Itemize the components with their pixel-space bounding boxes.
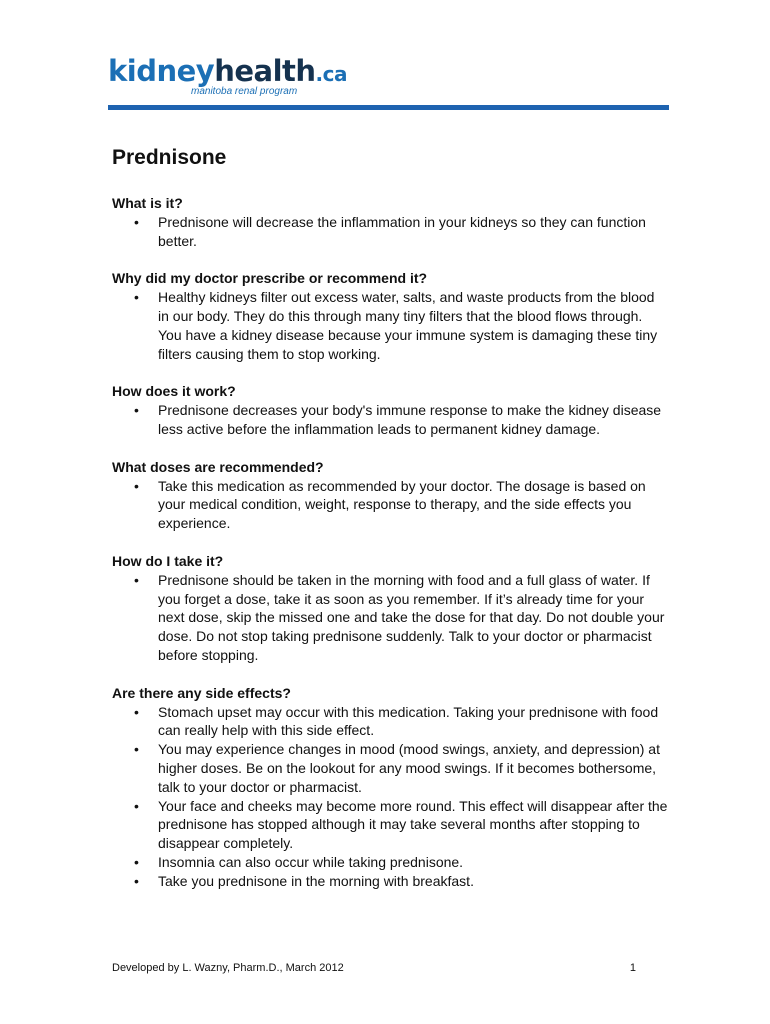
logo-health: health	[214, 54, 316, 88]
page-footer	[112, 962, 636, 974]
page-number: 1	[629, 962, 636, 974]
logo-kidney: kidney	[108, 54, 215, 88]
bullet-list	[112, 213, 668, 251]
list-item: • You may experience changes in mood (mood swings, anxiety, and depression) at higher doses. Be on the lookout for any mood swings. If it becomes bothersome, talk to your doctor or pharmacist.	[158, 740, 668, 796]
section-question: How do I take it?	[112, 552, 224, 569]
list-item: • Stomach upset may occur with this medication. Taking your prednisone with food can really help with this side effect.	[158, 703, 668, 741]
section-question: How does it work?	[112, 383, 236, 400]
bullet-list	[112, 288, 668, 363]
bullet-list	[112, 401, 668, 439]
logo-subtitle: manitoba renal program	[191, 86, 298, 97]
kidneyhealth-logo	[108, 54, 347, 97]
list-item: • Your face and cheeks may become more round. This effect will disappear after the prednisone has stopped although it may take several months after stopping to disappear completely.	[158, 797, 668, 853]
list-item: • Insomnia can also occur while taking prednisone.	[158, 853, 668, 872]
list-item: • Healthy kidneys filter out excess water, salts, and waste products from the blood in our body. They do this through many tiny filters that the blood flows through. You have a kidney disease because your immune system is damaging these tiny filters causing them to stop working.	[158, 288, 668, 363]
section-doses	[112, 458, 668, 533]
list-item: • Take you prednisone in the morning with breakfast.	[158, 872, 668, 891]
section-question: Why did my doctor prescribe or recommend it?	[112, 270, 428, 287]
section-side-effects	[112, 684, 668, 891]
header-rule	[108, 105, 669, 110]
footer-credit: Developed by L. Wazny, Pharm.D., March 2012	[112, 962, 344, 974]
section-question: Are there any side effects?	[112, 684, 291, 701]
bullet-list	[112, 477, 668, 533]
section-question: What doses are recommended?	[112, 458, 324, 475]
bullet-list	[112, 571, 668, 665]
section-how-to-take	[112, 552, 668, 665]
bullet-list	[112, 703, 668, 891]
document-body	[112, 194, 668, 910]
list-item: • Prednisone will decrease the inflammation in your kidneys so they can function better.	[158, 213, 668, 251]
list-item: • Take this medication as recommended by your doctor. The dosage is based on your medical condition, weight, response to therapy, and the side effects you experience.	[158, 477, 668, 533]
section-how-it-works	[112, 382, 668, 438]
section-why-prescribed	[112, 269, 668, 363]
list-item: • Prednisone decreases your body's immune response to make the kidney disease less active before the inflammation leads to permanent kidney damage.	[158, 401, 668, 439]
section-question: What is it?	[112, 195, 183, 211]
section-what-is-it	[112, 194, 668, 250]
page-title: Prednisone	[112, 146, 227, 169]
list-item: • Prednisone should be taken in the morning with food and a full glass of water. If you forget a dose, take it as soon as you remember. If it’s already time for your next dose, skip the missed one and take the dose for that day. Do not double your dose. Do not stop taking prednisone suddenly. Talk to your doctor or pharmacist before stopping.	[158, 571, 668, 665]
logo-ca: .ca	[315, 62, 347, 86]
